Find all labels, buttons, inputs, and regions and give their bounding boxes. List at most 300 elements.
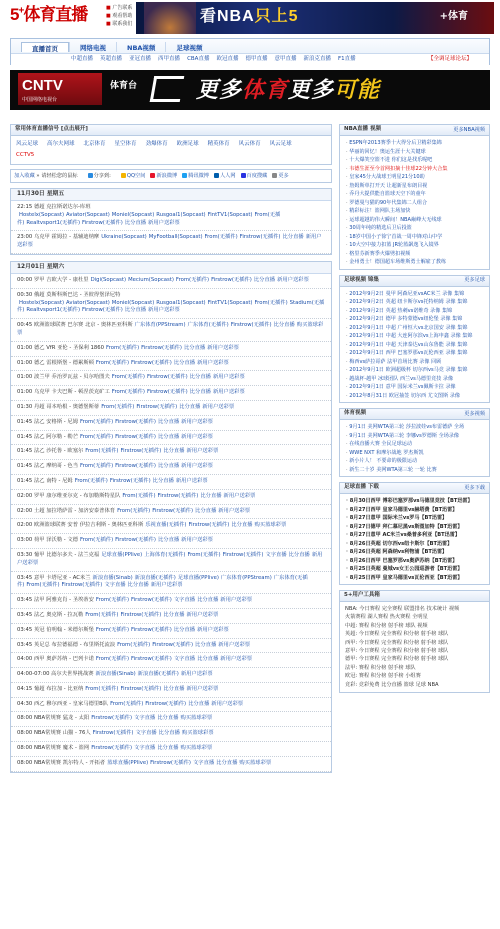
tab-nba-video[interactable]: NBA视频: [116, 42, 165, 52]
stream-link[interactable]: Firstrow(无插件): [109, 477, 151, 484]
stream-link[interactable]: FintTV1(Sopcast): [207, 299, 253, 306]
match-row: [11, 712, 331, 727]
stream-link[interactable]: 广东体育(PPStream): [220, 574, 272, 581]
stream-link[interactable]: 比分直播: [157, 745, 179, 752]
stream-link[interactable]: 比分直播: [197, 656, 219, 663]
stream-link[interactable]: Moniel(Sopcast): [111, 299, 155, 306]
list-item[interactable]: · 精彩标注！篮网队主场加快: [346, 207, 485, 216]
subnav-link[interactable]: 西甲直播: [158, 55, 181, 62]
stream-link[interactable]: 广东体育(无插件): [187, 322, 229, 329]
list-item[interactable]: · 2012年9月2日 英超 纽卡斯尔vs托特纳姆 录像 集锦: [346, 298, 485, 307]
stream-link[interactable]: 文字直播: [135, 730, 157, 737]
subnav-link[interactable]: 欧冠直播: [216, 55, 239, 62]
signal-link[interactable]: 星空体育: [114, 141, 137, 147]
stream-link[interactable]: 文字直播: [134, 745, 156, 752]
match-row: [11, 727, 331, 742]
signal-link[interactable]: 风云足球: [16, 141, 39, 147]
match-title: 01:00 波兰甲 乔治罗瓦兹 - 贝尔哈图夫: [17, 374, 110, 381]
signal-link[interactable]: CCTV5: [16, 152, 35, 158]
signal-link[interactable]: 高尔夫网球: [47, 141, 75, 147]
stream-link[interactable]: 新用户送彩票: [197, 626, 229, 633]
match-row: [11, 683, 331, 698]
tool-line[interactable]: 火箭赛程 湖人赛程 热火赛程 全明星: [345, 614, 428, 621]
top-link-contact[interactable]: ■ 联系我们: [106, 20, 136, 28]
stream-link[interactable]: From(无插件): [85, 685, 119, 692]
match-row: [11, 668, 331, 683]
stream-link[interactable]: 比分直播: [157, 715, 179, 722]
stream-link[interactable]: 广东体育(PPStream): [134, 322, 186, 329]
stream-link[interactable]: Firstrow(无插件): [120, 685, 162, 692]
list-item[interactable]: · 金州勇士！德国超车场维斯勇士解雇了教练: [346, 258, 485, 267]
stream-link[interactable]: Firstrow(无插件): [131, 597, 172, 604]
stream-link[interactable]: From(无插件): [85, 448, 119, 455]
match-title: 03:45 法甲 阿雅克肖 - 圣埃蒂安: [17, 597, 94, 604]
stream-link[interactable]: 比分直播: [179, 403, 201, 410]
stream-link[interactable]: From(无插件): [175, 276, 210, 283]
stream-link[interactable]: 新用户送彩票: [186, 685, 219, 692]
list-item[interactable]: · 乔丹大提供能自篮球天空下的童年: [346, 190, 485, 199]
stream-link[interactable]: Firstrow(无插件): [152, 641, 194, 648]
match-row: [11, 289, 331, 319]
subnav-link[interactable]: 新浪克直播: [303, 55, 332, 62]
stream-link[interactable]: Firstrow(无插件): [146, 389, 188, 396]
signal-link[interactable]: 风云足球: [269, 141, 292, 147]
stream-link[interactable]: 文字直播: [173, 597, 196, 604]
match-row: [11, 371, 331, 386]
list-item[interactable]: · 新生二十岁 美网WTA第三轮 一轮 比赛: [346, 466, 485, 475]
stream-link[interactable]: From(无插件): [111, 374, 145, 381]
match-row: [11, 639, 331, 654]
stream-link[interactable]: 文字直播: [104, 582, 126, 589]
match-row: [11, 231, 331, 254]
stream-link[interactable]: 购买篮球彩票: [254, 522, 287, 529]
site-logo[interactable]: 5+体育直播: [10, 5, 88, 24]
stream-link[interactable]: 文字直播: [265, 551, 287, 558]
stream-link[interactable]: 购买篮球彩票: [180, 745, 213, 752]
stream-link[interactable]: 新用户送彩票: [212, 389, 245, 396]
stream-link[interactable]: 比分直播: [152, 477, 174, 484]
list-item[interactable]: · 2012年9月1日 欧洲超级杯 切尔西vs马竞 录像 集锦: [346, 366, 485, 375]
subnav-link[interactable]: 英超直播: [100, 55, 123, 62]
stream-link[interactable]: Firstrow(无插件): [150, 759, 191, 766]
stream-link[interactable]: Firstrow(无插件): [222, 551, 264, 558]
nba-banner-ad[interactable]: [136, 2, 494, 34]
stream-link[interactable]: 新用户送彩票: [211, 700, 244, 707]
stream-link[interactable]: 比分直播: [188, 700, 210, 707]
stream-link[interactable]: Rusgoal1(Sopcast): [156, 299, 206, 306]
stream-link[interactable]: 新用户送彩票: [220, 597, 253, 604]
share-qzone[interactable]: QQ空间: [121, 173, 146, 180]
day-list: [10, 188, 332, 773]
list-item[interactable]: · WWE NXT 和摩尔战地 罗杰斯凯: [346, 449, 485, 458]
nba-video-more[interactable]: 更多NBA视频: [453, 126, 485, 133]
stream-link[interactable]: 新用户送彩票: [180, 671, 213, 678]
stream-link[interactable]: 足球直播(PPlive): [177, 574, 219, 581]
subnav-link[interactable]: 亚冠直播: [129, 55, 152, 62]
stream-link[interactable]: 篮球直播(PPlive): [107, 759, 149, 766]
stream-link[interactable]: Firstrow(无插件): [115, 418, 156, 425]
stream-link[interactable]: 比分直播: [127, 582, 149, 589]
stream-link[interactable]: 比分直播: [197, 597, 219, 604]
list-item[interactable]: · 2012年9月1日 中超 广州恒大vs北京国安 录像 集锦: [346, 324, 485, 333]
stream-link[interactable]: Firstrow(无插件): [82, 307, 123, 314]
pe-video-panel: [339, 408, 490, 477]
list-item[interactable]: · 运球超越的伟大瞬间！NBA巅峰大无线球: [346, 216, 485, 225]
stream-link[interactable]: Hostelx(Sopcast): [19, 211, 65, 218]
stream-link[interactable]: From(无插件): [95, 597, 130, 604]
stream-link[interactable]: 新浪直播(无插件): [134, 574, 176, 581]
list-item[interactable]: · 韦德生涯至今首网扣摘十佳球22分钟大合集: [346, 165, 485, 174]
tool-line[interactable]: 德甲: 今日赛程 完全赛程 积分榜 射手榜 球队: [345, 656, 449, 663]
stream-link[interactable]: From(无插件): [117, 507, 151, 514]
share-more[interactable]: 更多: [272, 173, 288, 180]
list-item[interactable]: · 8月30日西甲 博彩巴塞罗那vs马德里竞技【BT迅雷】: [346, 497, 485, 506]
stream-link[interactable]: 比分直播: [189, 389, 211, 396]
stream-link[interactable]: 上海体育(无插件): [144, 551, 186, 558]
stream-link[interactable]: 新用户送彩票: [186, 611, 219, 618]
tab-home[interactable]: 直播首页: [21, 42, 69, 52]
stream-link[interactable]: 新用户送彩票: [220, 656, 253, 663]
signal-link[interactable]: 北京体育: [83, 141, 106, 147]
stream-link[interactable]: Firstrow(无插件): [131, 359, 172, 366]
tab-soccer-video[interactable]: 足球视频: [165, 42, 212, 52]
list-item[interactable]: · 8月26日西甲 巴塞罗那vs奥萨苏纳【BT迅雷】: [346, 557, 485, 566]
soccer-download-more[interactable]: 更多下载: [464, 484, 485, 491]
stream-link[interactable]: From(无插件): [74, 477, 108, 484]
stream-link[interactable]: 比分直播: [124, 307, 147, 314]
stream-link[interactable]: From(无插件): [85, 611, 119, 618]
tool-line[interactable]: 法甲: 赛程 积分榜 射手榜 球队: [345, 664, 416, 671]
match-row: [11, 386, 331, 401]
stream-link[interactable]: Ukraine(Sopcast): [101, 234, 147, 241]
tool-line[interactable]: 英超: 今日赛程 完全赛程 积分榜 射手榜 球队: [345, 631, 449, 638]
stream-link[interactable]: 比分直播: [157, 537, 180, 544]
sports-channel-label: 体育台: [110, 81, 138, 91]
match-row: [11, 624, 331, 639]
stream-link[interactable]: 购买篮球彩票: [181, 730, 214, 737]
tencent-weibo-icon: [182, 173, 187, 178]
stream-link[interactable]: 购买篮球彩票: [17, 322, 324, 336]
tool-line[interactable]: 竞彩: 竞彩免费 比分直播 篮球 足球 NBA: [345, 681, 439, 688]
stream-link[interactable]: From(无插件): [122, 492, 156, 499]
forum-link[interactable]: 【全调足球论坛】: [427, 56, 472, 62]
list-item[interactable]: · 8月27日意甲 国际米兰vs罗马【BT迅雷】: [346, 514, 485, 523]
tool-line[interactable]: 欧冠: 赛程 积分榜 射手榜 小组赛: [345, 673, 421, 680]
stream-link[interactable]: 新用户送彩票: [186, 448, 219, 455]
stream-link[interactable]: Firstrow(无插件): [61, 582, 103, 589]
match-title: 08:00 NBA常规赛 魔术 - 篮网: [17, 745, 90, 752]
match-title: 03:45 法乙 奥克斯 - 拉瓦勒: [17, 611, 84, 618]
stream-link[interactable]: Firstrow(无插件): [152, 507, 194, 514]
stream-link[interactable]: 购买篮球彩票: [180, 715, 213, 722]
stream-link[interactable]: 广东体育(无插件): [17, 574, 308, 589]
nba-video-header: NBA直播 视频 更多NBA视频: [340, 125, 489, 136]
top-link-ads[interactable]: ■ 广告联系: [106, 4, 136, 12]
list-item[interactable]: · 2012年9月1日 中超 大连阿尔滨vs上海申鑫 录像 集锦: [346, 332, 485, 341]
stream-link[interactable]: Stadium(无插件): [17, 299, 325, 314]
stream-link[interactable]: 新用户送彩票: [181, 418, 213, 425]
stream-link[interactable]: 新用户送彩票: [181, 433, 213, 440]
list-item[interactable]: · 越战杯·越甲 冰球团队 西兰vs马德里竞技 录像: [346, 375, 485, 384]
list-item[interactable]: · 8月26日英超 阿森纳vs利物浦【BT迅雷】: [346, 548, 485, 557]
stream-link[interactable]: 比分直播: [273, 322, 295, 329]
match-title: 04:30 西乙 穆尔西亚 - 皇家马德里B队: [17, 700, 109, 707]
renren-icon: [214, 173, 219, 178]
list-item[interactable]: · 詹姆斯单打开天 让超新星布朗目视: [346, 182, 485, 191]
signal-link[interactable]: 风云体育: [238, 141, 261, 147]
list-item[interactable]: · 18岁中国小子徐宁首战一周中锋对山中学: [346, 233, 485, 242]
match-title: 01:45 法乙 南特 - 尼姆: [17, 477, 73, 484]
stream-link[interactable]: 新用户送彩票: [175, 477, 208, 484]
subnav-link[interactable]: 意甲直播: [274, 55, 297, 62]
stream-link[interactable]: From(无插件): [117, 641, 151, 648]
stream-link[interactable]: 比分直播: [288, 551, 310, 558]
stream-link[interactable]: 新用户送彩票: [277, 276, 309, 283]
cntv-banner-ad[interactable]: [10, 70, 490, 110]
stream-link[interactable]: From(无插件): [17, 211, 281, 226]
list-item[interactable]: · 2012年8月31日 欧冠抽签 切尔西 尤文图斯 录像: [346, 392, 485, 401]
stream-link[interactable]: 比分直播: [216, 759, 238, 766]
pe-video-more[interactable]: 更多视频: [464, 410, 485, 417]
share-renren[interactable]: 人人网: [214, 173, 236, 180]
stream-link[interactable]: Realtvsport1(无插件): [26, 307, 81, 314]
stream-link[interactable]: From(无插件): [95, 359, 130, 366]
share-tencent[interactable]: 腾讯微博: [182, 173, 209, 180]
list-item[interactable]: · 2012年9月1日 中超 天津泰达vs山东鲁能 录像 集锦: [346, 341, 485, 350]
list-item[interactable]: · 10大空中接力扣篮 JR轮篮飙逸飞入镜界: [346, 241, 485, 250]
tab-network-tv[interactable]: 网络电视: [69, 42, 116, 52]
stream-link[interactable]: 购买篮球彩票: [239, 759, 272, 766]
signal-link[interactable]: 欧洲足球: [176, 141, 199, 147]
subnav-link[interactable]: CBA直播: [187, 55, 210, 62]
subnav-link[interactable]: 德甲直播: [245, 55, 268, 62]
stream-link[interactable]: From(无插件): [101, 403, 135, 410]
stream-link[interactable]: MyFootball(Sopcast): [148, 234, 203, 241]
match-row: [11, 274, 331, 289]
list-item[interactable]: · 2012年9月2日 德甲 多特蒙德vs纽伦堡 录像 集锦: [346, 315, 485, 324]
stream-link[interactable]: 比分直播: [200, 492, 222, 499]
stream-link[interactable]: Firstrow(无插件): [82, 219, 123, 226]
stream-link[interactable]: 比分直播: [163, 448, 185, 455]
tool-line[interactable]: 西甲: 今日赛程 完全赛程 积分榜 射手榜 球队: [345, 639, 449, 646]
stream-link[interactable]: 比分直播: [195, 641, 217, 648]
stream-link[interactable]: Realtvsport1(无插件): [26, 219, 81, 226]
list-item[interactable]: · 新小片人！ 不要命的极限运动: [346, 457, 485, 466]
stream-link[interactable]: FintTV1(Sopcast): [207, 211, 253, 218]
stream-link[interactable]: Digi(Sopcast): [90, 276, 127, 283]
list-item[interactable]: · 十大爆笑空篮不进 你们这是找乐呢吧: [346, 156, 485, 165]
stream-link[interactable]: 文字直播: [173, 656, 196, 663]
stream-link[interactable]: 比分直播: [282, 234, 304, 241]
stream-link[interactable]: From(无插件): [95, 626, 130, 633]
stream-link[interactable]: 新用户送彩票: [148, 307, 180, 314]
list-item[interactable]: · 8月27日德甲 拜仁慕尼黑vs斯图加特【BT迅雷】: [346, 523, 485, 532]
stream-link[interactable]: Aviator(Sopcast): [66, 211, 110, 218]
list-item[interactable]: · 2012年9月1日 西甲 巴塞罗那vs瓦伦西亚 录像 集锦: [346, 349, 485, 358]
match-title: 22:15 德超 克拉斯诺达尔-库班: [17, 204, 91, 210]
stream-link[interactable]: Firstrow(无插件): [211, 276, 252, 283]
stream-link[interactable]: 新用户送彩票: [181, 537, 213, 544]
signals-header[interactable]: 常用体育直播信号 [点击展开]: [11, 125, 331, 136]
stream-link[interactable]: 比分直播: [158, 730, 180, 737]
stream-link[interactable]: From(无插件): [254, 299, 288, 306]
list-item[interactable]: · 9月1日 美网WTA第三轮 莎拉波娃vs布雷德萨 全场: [346, 423, 485, 432]
stream-link[interactable]: 乐视直播(无插件): [145, 522, 187, 529]
stream-link[interactable]: 比分直播: [157, 418, 180, 425]
stream-link[interactable]: 比分直播: [173, 626, 196, 633]
stream-link[interactable]: Firstrow(无插件): [146, 374, 188, 381]
match-title: 04:00 西甲 奥萨苏纳 - 巴列卡诺: [17, 656, 94, 663]
match-title: 00:45 欧洲篮球联赛 巴尔赛 北京 - 奥林匹亚科斯: [17, 322, 133, 329]
stream-link[interactable]: 新用户送彩票: [223, 492, 256, 499]
list-item[interactable]: · 8月25日英超 曼城vs女王公园巡游者【BT迅雷】: [346, 565, 485, 574]
stream-link[interactable]: From(无插件): [80, 433, 114, 440]
stream-link[interactable]: From(无插件): [111, 389, 145, 396]
signals-list: [11, 136, 331, 164]
stream-link[interactable]: From(无插件): [95, 656, 130, 663]
stream-link[interactable]: Firstrow(无插件): [141, 344, 182, 351]
list-item[interactable]: · 2012年9月2日 英超 热刺vs诺维奇 录像 集锦: [346, 307, 485, 316]
stream-link[interactable]: Mecium(Sopcast): [128, 276, 174, 283]
signal-link[interactable]: 劲爆体育: [145, 141, 168, 147]
tool-line[interactable]: 意甲: 今日赛程 完全赛程 积分榜 射手榜 球队: [345, 648, 449, 655]
stream-link[interactable]: 新用户送彩票: [17, 551, 323, 566]
stream-link[interactable]: Firstrow(无插件): [120, 611, 162, 618]
stream-link[interactable]: 新用户送彩票: [148, 219, 180, 226]
stream-link[interactable]: Hostelx(Sopcast): [19, 299, 65, 306]
stream-link[interactable]: From(无插件): [187, 551, 221, 558]
stream-link[interactable]: 比分直播: [253, 276, 276, 283]
stream-link[interactable]: 新用户送彩票: [197, 359, 229, 366]
stream-link[interactable]: Firstrow(无插件): [115, 463, 156, 470]
stream-link[interactable]: From(无插件): [80, 418, 114, 425]
banner-headline: 看NBA只上5: [200, 8, 299, 25]
list-item[interactable]: · 皇家45分大战球王明星21分10助: [346, 173, 485, 182]
stream-link[interactable]: 新用户送彩票: [212, 374, 245, 381]
match-row: [11, 742, 331, 757]
top-link-help[interactable]: ■ 观看帮助: [106, 12, 136, 20]
stream-link[interactable]: 足球直播(PPlive): [101, 551, 143, 558]
share-bar: [10, 169, 332, 183]
signal-link[interactable]: 精英体育: [207, 141, 230, 147]
stream-link[interactable]: 新浪直播(Sinab): [95, 671, 136, 678]
stream-link[interactable]: Firstrow(无插件): [157, 492, 199, 499]
match-title: 01:45 法乙 阿尔勒 - 勒芒: [17, 433, 78, 440]
pe-video-list: [340, 420, 489, 476]
stream-link[interactable]: 比分直播: [157, 433, 180, 440]
signals-panel: [10, 124, 332, 165]
list-item[interactable]: · 30周年纯的精选后卫后投篮: [346, 224, 485, 233]
subnav-link[interactable]: F1直播: [338, 55, 356, 62]
stream-link[interactable]: 比分直播: [163, 685, 185, 692]
stream-link[interactable]: 比分直播: [173, 359, 196, 366]
stream-link[interactable]: 比分直播: [189, 374, 211, 381]
stream-link[interactable]: From(无插件): [80, 537, 114, 544]
list-item[interactable]: · 8月27日意甲 AC米兰vs桑普多利亚【BT迅雷】: [346, 531, 485, 540]
banner-logo: +体育: [439, 11, 468, 22]
stream-link[interactable]: Rusgoal1(Sopcast): [156, 211, 206, 218]
stream-link[interactable]: 新用户送彩票: [17, 234, 322, 249]
nba-video-list: [340, 136, 489, 269]
stream-link[interactable]: 比分直播: [231, 522, 253, 529]
stream-link[interactable]: 比分直播: [183, 344, 206, 351]
tool-line[interactable]: 中超: 赛程 积分榜 射手榜 球队 视频: [345, 622, 428, 629]
stream-link[interactable]: From(无插件): [204, 234, 238, 241]
stream-link[interactable]: 文字直播: [192, 759, 215, 766]
match-title: 00:00 罗甲 吉欧大学 - 康杜里: [17, 276, 89, 283]
stream-link[interactable]: 新用户送彩票: [218, 507, 251, 514]
match-row: [11, 319, 331, 342]
match-title: 02:00 罗甲 康尔维亚尔克 - 布加勒斯特星队: [17, 492, 121, 499]
list-item[interactable]: · 9月1日 美网WTA第三轮 李娜vs罗德斯 全场录像: [346, 432, 485, 441]
stream-link[interactable]: 新浪直播(无插件): [137, 671, 179, 678]
list-item[interactable]: · 2012年9月1日 意甲 国际米兰vs佩斯卡拉 录像: [346, 383, 485, 392]
stream-link[interactable]: 比分直播: [124, 219, 147, 226]
stream-link[interactable]: Firstrow(无插件): [91, 745, 133, 752]
bookmark-link[interactable]: 加入收藏 » 请轻松您的鼠标: [14, 172, 78, 179]
stream-link[interactable]: Firstrow(无插件): [92, 730, 134, 737]
match-row: [11, 342, 331, 357]
list-item[interactable]: · 8月27日西甲 皇家马德里vs赫塔费【BT迅雷】: [346, 506, 485, 515]
list-item[interactable]: · 华丽的回忆！奥运生涯十大关键球: [346, 148, 485, 157]
list-item[interactable]: · 8月26日英超 切尔西vs纽卡斯尔【BT迅雷】: [346, 540, 485, 549]
stream-link[interactable]: Firstrow(无插件): [115, 537, 156, 544]
list-item[interactable]: · 8月25日西甲 皇家马德里vs瓦伦西亚【BT迅雷】: [346, 574, 485, 583]
stream-link[interactable]: Firstrow(无插件): [131, 626, 172, 633]
stream-link[interactable]: Firstrow(无插件): [136, 403, 178, 410]
stream-link[interactable]: 新用户送彩票: [150, 582, 183, 589]
list-item[interactable]: · 在线直播大赛 全民足球运动: [346, 440, 485, 449]
stream-link[interactable]: Firstrow(无插件): [239, 234, 281, 241]
stream-link[interactable]: Firstrow(无插件): [131, 656, 172, 663]
stream-link[interactable]: Firstrow(无插件): [230, 322, 272, 329]
weibo-icon: [150, 173, 155, 178]
stream-link[interactable]: 比分直播: [163, 611, 185, 618]
stream-link[interactable]: 新用户送彩票: [207, 344, 239, 351]
stream-link[interactable]: Firstrow(无插件): [188, 522, 230, 529]
stream-link[interactable]: 新用户送彩票: [218, 641, 251, 648]
match-row: [11, 757, 331, 772]
list-item[interactable]: · 格里芬新赛季火爆劈扣视频: [346, 250, 485, 259]
share-weibo[interactable]: 新浪微博: [150, 173, 177, 180]
subnav-link[interactable]: 中超直播: [71, 55, 94, 62]
stream-link[interactable]: 比分直播: [157, 463, 180, 470]
stream-link[interactable]: Moniel(Sopcast): [111, 211, 155, 218]
stream-link[interactable]: 比分直播: [195, 507, 217, 514]
stream-link[interactable]: Firstrow(无插件): [145, 700, 187, 707]
stream-link[interactable]: Firstrow(无插件): [120, 448, 162, 455]
list-item[interactable]: · 罗德曼与猫的90年代集锦二人组合: [346, 199, 485, 208]
stream-link[interactable]: 新用户送彩票: [181, 463, 213, 470]
tool-line[interactable]: NBA: 今日赛程 完全赛程 联盟排名 技术统计 视频: [345, 606, 460, 612]
stream-link[interactable]: From(无插件): [26, 582, 60, 589]
stream-link[interactable]: From(无插件): [106, 344, 140, 351]
stream-link[interactable]: Firstrow(无插件): [91, 715, 133, 722]
stream-link[interactable]: Aviator(Sopcast): [66, 299, 110, 306]
stream-link[interactable]: 新用户送彩票: [202, 403, 235, 410]
stream-link[interactable]: From(无插件): [110, 700, 144, 707]
stream-link[interactable]: From(无插件): [80, 463, 114, 470]
list-item[interactable]: · ESPN年2013赛季十大得分后卫精彩集锦: [346, 139, 485, 148]
stream-link[interactable]: Firstrow(无插件): [115, 433, 156, 440]
soccer-video-more[interactable]: 更多足球: [464, 277, 485, 284]
list-item[interactable]: · 梅西vs萨拉哥萨 法甲首场比赛 录像 回顾: [346, 358, 485, 367]
list-item[interactable]: · 2012年9月2日 曼甲 阿森尼亚vsAC米兰 录像 集锦: [346, 290, 485, 299]
stream-link[interactable]: 文字直播: [134, 715, 156, 722]
share-baidu[interactable]: 百度搜藏: [241, 173, 268, 180]
stream-link[interactable]: 新浪直播(Sinab): [92, 574, 133, 581]
match-row: [11, 401, 331, 416]
